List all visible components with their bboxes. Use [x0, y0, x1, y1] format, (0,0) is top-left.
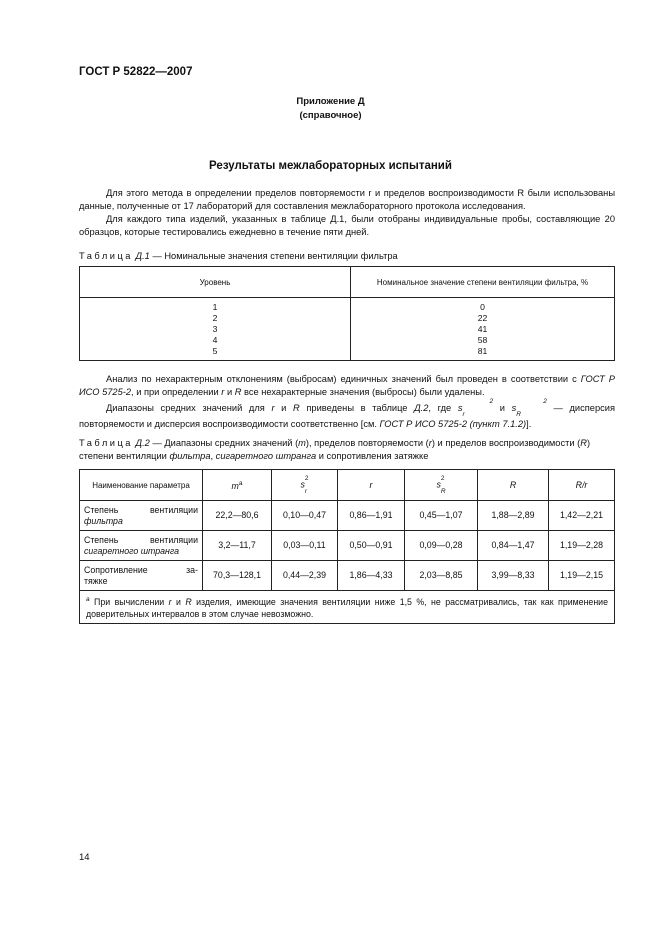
cell-sr2: 0,03—0,11: [272, 531, 338, 561]
symbol-m: m: [231, 480, 239, 491]
parameter-name-line: Степень вентиляции: [84, 534, 198, 545]
table1-header-level: Уровень: [80, 267, 351, 298]
table2-caption-text: ) степени вентиляции: [79, 438, 591, 461]
symbol-r: r: [168, 596, 172, 607]
symbol-s-indices: [305, 476, 309, 495]
cell-R: 0,84—1,47: [478, 531, 549, 561]
superscript: 2: [489, 398, 494, 405]
symbol-R: R: [185, 596, 192, 607]
symbol-s: s: [511, 402, 517, 413]
table-footnote: [80, 591, 615, 624]
symbol-r: r: [369, 480, 373, 490]
footnote-marker: a: [238, 479, 243, 487]
table2-header-name: Наименование параметра: [80, 470, 203, 501]
table1-level: 4: [212, 335, 218, 345]
analysis-text: Анализ по нехарактерным отклонениям (выбросам) единичных значений был проведен в соответствии с: [106, 374, 581, 384]
footnote-text: и: [171, 596, 186, 607]
table2-caption-word: Таблица: [79, 438, 133, 448]
symbol-s: s: [457, 402, 463, 413]
cell-R: 3,99—8,33: [478, 561, 549, 591]
table1-level: 3: [212, 324, 218, 334]
table2-header-r: [338, 470, 405, 501]
cell-r: 0,86—1,91: [338, 501, 405, 531]
table1-caption-word: Таблица: [79, 251, 133, 261]
cell-m: 3,2—11,7: [203, 531, 272, 561]
table2-header-m: [203, 470, 272, 501]
table1-levels-cell: [80, 298, 351, 361]
footnote-text: При вычислении: [89, 596, 169, 607]
table1-caption: [79, 250, 615, 263]
cell-m: 22,2—80,6: [203, 501, 272, 531]
symbol-s-indices: [516, 399, 547, 418]
intro-paragraph-1: [79, 187, 615, 213]
footnote-marker: a: [86, 596, 90, 603]
table1-value: 58: [477, 335, 488, 345]
symbol-R: R: [293, 402, 300, 413]
footnote-text: изделия, имеющие значения вентиляции ниже 1,5 %, не рассматривались, так как применение доверительных интервалов в этом случае невозможно.: [86, 596, 608, 619]
table2-caption-text: — Диапазоны средних значений (: [152, 438, 299, 448]
table2-caption-italic: сигаретного штранга: [215, 451, 317, 461]
parameter-name: [80, 561, 203, 591]
parameter-name: [80, 501, 203, 531]
symbol-s-indices: [463, 399, 494, 418]
subscript: r: [462, 410, 465, 418]
cell-sR2: 2,03—8,85: [405, 561, 478, 591]
cell-sR2: 0,45—1,07: [405, 501, 478, 531]
table-interlab-results: [79, 469, 615, 624]
annex-label: Приложение Д: [296, 96, 365, 107]
symbol-r: r: [428, 438, 432, 448]
analysis-paragraph-2: [79, 399, 615, 431]
symbol-sR2: [511, 398, 547, 418]
parameter-name: [80, 531, 203, 561]
table2-caption-italic: фильтра: [169, 451, 211, 461]
table2-caption-text: ) и пределов воспроизводимости (: [431, 438, 581, 448]
intro-text-1: Для этого метода в определении пределов повторяемости r и пределов воспроизводимости R были использованы данные, полученные от 17 лабораторий для составления межлабораторного протокола исследования.: [79, 188, 615, 211]
analysis-paragraph-1: [79, 373, 615, 399]
superscript: 2: [440, 474, 445, 482]
analysis-text: Диапазоны средних значений для: [106, 402, 272, 413]
table2-caption-text: ), пределов повторяемости (: [305, 438, 429, 448]
document-id: ГОСТ Р 52822—2007: [79, 66, 193, 78]
symbol-m: m: [298, 438, 306, 448]
table-row: [80, 501, 615, 531]
standard-reference: ГОСТ Р ИСО 5725-2 (пункт 7.1.2): [379, 418, 527, 429]
symbol-s: s: [436, 479, 441, 490]
subscript: r: [304, 487, 308, 495]
symbol-R: R: [234, 387, 242, 397]
table-row: [80, 561, 615, 591]
cell-r: 0,50—0,91: [338, 531, 405, 561]
table2-caption-number: Д.2: [135, 438, 150, 448]
cell-sr2: 0,44—2,39: [272, 561, 338, 591]
parameter-name-line: Сопротивление за-: [84, 564, 198, 575]
cell-R: 1,88—2,89: [478, 501, 549, 531]
table1-level: 5: [212, 346, 218, 356]
analysis-text: , где: [428, 402, 458, 413]
subscript: R: [440, 487, 446, 495]
parameter-name-line: фильтра: [84, 515, 123, 526]
parameter-name-line: Степень вентиляции: [84, 504, 198, 515]
symbol-sr2: [457, 398, 494, 418]
cell-Rr: 1,19—2,28: [549, 531, 615, 561]
cell-r: 1,86—4,33: [338, 561, 405, 591]
cell-sR2: 0,09—0,28: [405, 531, 478, 561]
annex-type: (справочное): [299, 110, 362, 121]
symbol-r: r: [271, 402, 275, 413]
symbol-s-indices: [441, 476, 446, 495]
table2-header-sR2: [405, 470, 478, 501]
page-number: 14: [79, 852, 90, 863]
analysis-text: приведены в таблице: [299, 402, 415, 413]
symbol-s: s: [300, 479, 305, 490]
table1-value: 0: [480, 302, 485, 312]
table-row: [80, 531, 615, 561]
table1-header-value: Номинальное значение степени вентиляции фильтра, %: [351, 267, 615, 298]
standard-reference: ГОСТ Р ИСО 5725-2: [79, 374, 615, 397]
table-footnote-row: [80, 591, 615, 624]
parameter-name-line: тяжке: [84, 575, 108, 586]
table1-level: 2: [212, 313, 218, 323]
subscript: R: [516, 410, 521, 418]
section-title: Результаты межлабораторных испытаний: [209, 160, 452, 172]
symbol-R-over-r: R/r: [575, 480, 588, 490]
table-reference: Д.2: [414, 402, 429, 413]
cell-m: 70,3—128,1: [203, 561, 272, 591]
analysis-text: и: [224, 387, 235, 397]
symbol-R: R: [580, 438, 587, 448]
table1-level: 1: [212, 302, 218, 312]
table2-header-R: [478, 470, 549, 501]
superscript: 2: [543, 398, 547, 405]
table1-value: 41: [477, 324, 488, 334]
analysis-text: и: [274, 402, 294, 413]
analysis-text: , и при определении: [131, 387, 222, 397]
analysis-text: ].: [526, 418, 532, 429]
symbol-r: r: [221, 387, 225, 397]
table2-caption-text: и сопротивления затяжке: [316, 451, 429, 461]
table2-header-Rr: [549, 470, 615, 501]
intro-paragraph-2: [79, 213, 615, 239]
table-nominal-ventilation: [79, 266, 615, 361]
cell-sr2: 0,10—0,47: [272, 501, 338, 531]
table1-caption-number: Д.1: [135, 251, 150, 261]
symbol-R: R: [509, 480, 517, 490]
analysis-text: — дисперсия повторяемости и дисперсия воспроизводимости соответственно [см.: [79, 402, 616, 429]
superscript: 2: [304, 474, 309, 482]
table1-value: 22: [477, 313, 488, 323]
cell-Rr: 1,42—2,21: [549, 501, 615, 531]
parameter-name-line: сигаретного штранга: [84, 545, 180, 556]
table1-value: 81: [477, 346, 488, 356]
intro-text-2: Для каждого типа изделий, указанных в таблице Д.1, были отобраны индивидуальные пробы, составляющие 20 образцов, которые тестировались ежедневно в течение пяти дней.: [79, 214, 615, 237]
analysis-text: все нехарактерные значения (выбросы) были удалены.: [241, 387, 485, 397]
analysis-text: и: [493, 402, 512, 413]
table2-caption: Таблица Д.2 — Диапазоны средних значений (m), пределов повторяемости (r) и пределов воспроизводимости (R) степени вентиляции фильтра, сигаретного штранга и сопротивления затяжке: [79, 438, 591, 461]
table2-header-sr2: [272, 470, 338, 501]
table1-caption-text: — Номинальные значения степени вентиляции фильтра: [152, 251, 398, 261]
cell-Rr: 1,19—2,15: [549, 561, 615, 591]
table1-values-cell: [351, 298, 615, 361]
